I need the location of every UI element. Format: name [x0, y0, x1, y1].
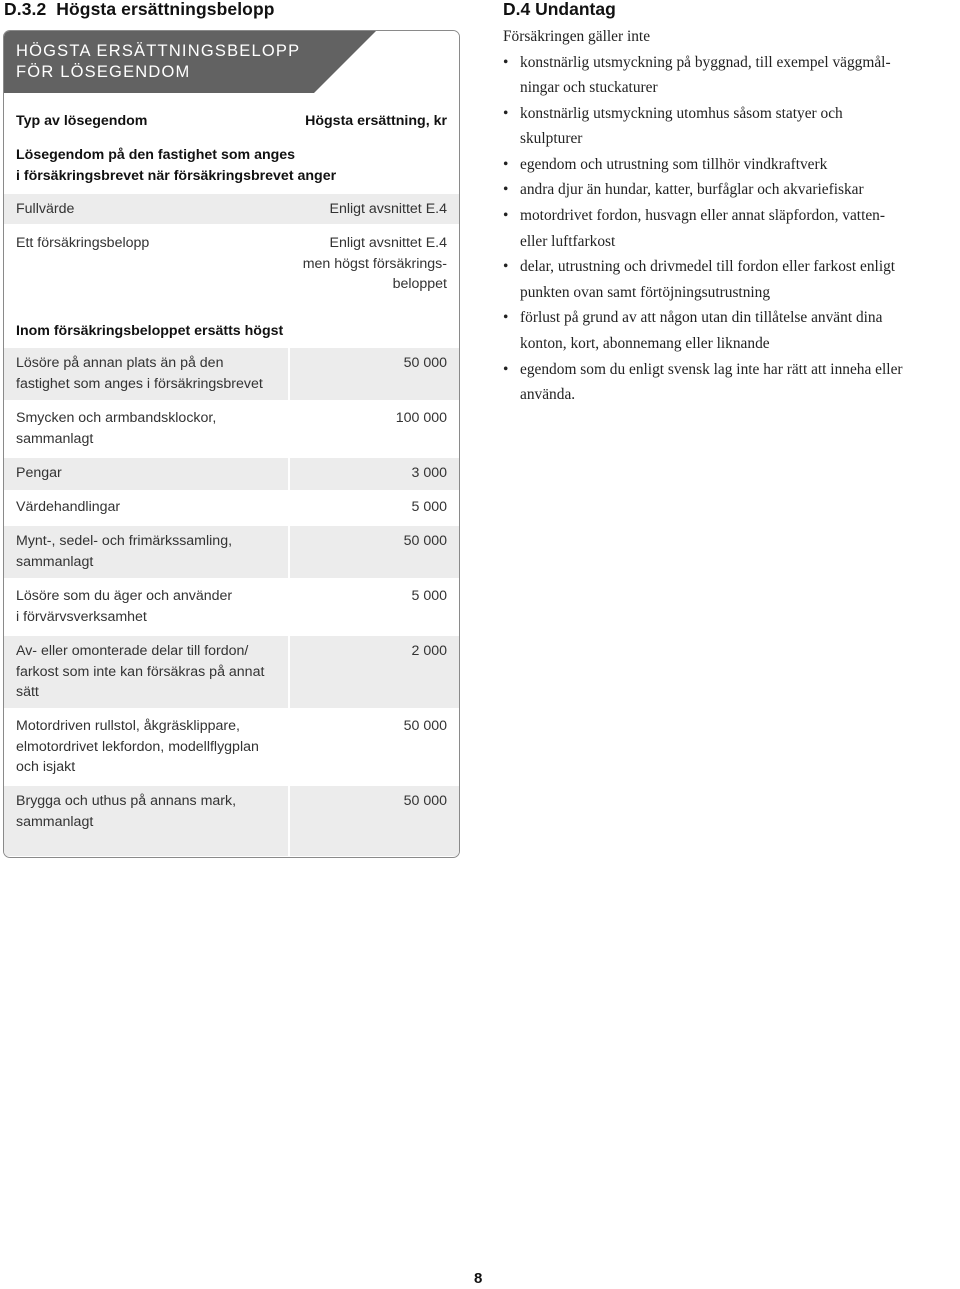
exception-item	[503, 357, 960, 408]
bullet-icon: •	[503, 258, 509, 276]
bullet-icon: •	[503, 155, 509, 173]
row-label	[16, 463, 62, 484]
exception-item-line: eller luftfarkost	[520, 232, 616, 250]
row-label	[16, 199, 74, 220]
row-value	[404, 353, 447, 374]
column-header-type-line: Typ av lösegendom	[16, 113, 148, 129]
table-title	[16, 41, 300, 82]
row-value-line: Enligt avsnittet E.4	[329, 235, 447, 251]
group2-heading	[16, 321, 283, 342]
exception-item-line: motordrivet fordon, husvagn eller annat släpfordon, vatten-	[520, 207, 885, 225]
row-value-line: 100 000	[395, 410, 447, 426]
row-value	[396, 408, 447, 429]
row-label-line: Ett försäkringsbelopp	[16, 235, 150, 251]
table-row	[4, 581, 459, 633]
group2-heading-line: Inom försäkringsbeloppet ersätts högst	[16, 323, 284, 339]
row-label-line: sätt	[16, 684, 39, 700]
row-value	[404, 716, 447, 737]
row-label	[16, 233, 149, 254]
exception-item-line: punkten ovan samt förtöjningsutrustning	[520, 283, 771, 301]
row-label-line: sammanlagt	[16, 813, 94, 830]
row-value	[411, 641, 447, 662]
column-divider	[288, 526, 290, 578]
table-row	[4, 526, 459, 578]
page-number: 8	[474, 1270, 483, 1287]
row-value	[404, 531, 447, 552]
row-value-line: 50 000	[403, 793, 447, 809]
table-title-line1: HÖGSTA ERSÄTTNINGSBELOPP	[16, 42, 301, 60]
column-header-max	[305, 111, 447, 132]
bullet-icon: •	[503, 360, 509, 378]
row-label-line: i förvärvsverksamhet	[16, 608, 147, 625]
row-label	[16, 791, 236, 832]
exception-item	[503, 254, 960, 305]
row-value-line: 3 000	[411, 465, 447, 481]
exception-item	[503, 152, 960, 178]
row-label-line: Värdehandlingar	[16, 499, 121, 515]
column-header-max-line: Högsta ersättning, kr	[305, 113, 447, 129]
exceptions-list	[503, 50, 960, 408]
row-value-line: 50 000	[403, 355, 447, 371]
exception-item	[503, 101, 960, 152]
table-row	[4, 403, 459, 455]
row-value	[411, 586, 447, 607]
table-row	[4, 458, 459, 490]
row-value-line: 50 000	[403, 533, 447, 549]
exception-item-line: konstnärlig utsmyckning på byggnad, till exempel väggmål-	[520, 53, 891, 71]
row-value-line: 2 000	[411, 643, 447, 659]
row-value	[329, 199, 447, 220]
bullet-icon: •	[503, 181, 509, 199]
exception-item-line: använda.	[520, 386, 576, 404]
table-row	[4, 636, 459, 708]
row-value-line: 5 000	[411, 588, 447, 604]
row-label-line: Lösöre på annan plats än på den	[16, 355, 224, 371]
column-header-type	[16, 111, 147, 132]
table-row	[4, 348, 459, 400]
row-label-line: och isjakt	[16, 759, 76, 775]
row-label-line: elmotordrivet lekfordon, modellflygplan	[16, 738, 259, 755]
exception-item	[503, 305, 960, 356]
row-value	[411, 497, 447, 518]
row-value-line: 50 000	[403, 718, 447, 734]
table-column-header	[4, 106, 459, 136]
row-label	[16, 497, 120, 518]
exception-item	[503, 177, 960, 203]
table-row	[4, 492, 459, 524]
row-label-line: fastighet som anges i försäkringsbrevet	[16, 375, 263, 392]
row-label-line: Fullvärde	[16, 201, 75, 217]
row-value	[303, 233, 447, 295]
row-label-line: sammanlagt	[16, 553, 94, 570]
row-label	[16, 353, 263, 394]
exception-item-line: ningar och stuckaturer	[520, 79, 658, 97]
row-label	[16, 531, 232, 572]
exception-item	[503, 50, 960, 101]
column-divider	[288, 348, 290, 400]
row-value	[411, 463, 447, 484]
group-heading	[4, 311, 459, 347]
row-label-line: Av- eller omonterade delar till fordon/	[16, 643, 249, 659]
column-divider	[288, 458, 290, 490]
table-title-line2: FÖR LÖSEGENDOM	[16, 62, 191, 81]
section-title: Högsta ersättningsbelopp	[56, 0, 275, 19]
exception-item-line: förlust på grund av att någon utan din tillåtelse använt dina	[520, 309, 883, 327]
exception-item-line: egendom som du enligt svensk lag inte har rätt att inneha eller	[520, 360, 903, 378]
exception-item	[503, 203, 960, 254]
bullet-icon: •	[503, 104, 509, 122]
row-label	[16, 408, 216, 449]
column-divider	[288, 786, 290, 856]
row-label-line: Lösöre som du äger och använder	[16, 588, 233, 604]
table-row	[4, 228, 459, 300]
column-divider	[288, 636, 290, 708]
bullet-icon: •	[503, 207, 509, 225]
row-label	[16, 641, 264, 703]
row-label-line: farkost som inte kan försäkras på annat	[16, 663, 265, 680]
exception-item-line: delar, utrustning och drivmedel till fordon eller farkost enligt	[520, 258, 896, 276]
row-value-line: 5 000	[411, 499, 447, 515]
exceptions-intro: Försäkringen gäller inte	[503, 28, 651, 45]
table-row	[4, 786, 459, 856]
table-row	[4, 711, 459, 783]
group1-heading	[16, 145, 336, 186]
table-header	[4, 31, 459, 94]
group1-heading-line: i försäkringsbrevet när försäkringsbrevet anger	[16, 167, 337, 184]
row-value	[404, 791, 447, 812]
bullet-icon: •	[503, 53, 509, 71]
exceptions-section	[503, 0, 960, 408]
exception-item-line: skulpturer	[520, 130, 583, 148]
section-heading	[4, 0, 275, 20]
row-label	[16, 716, 259, 778]
exception-item-line: egendom och utrustning som tillhör vindkraftverk	[520, 155, 828, 173]
row-value-line: Enligt avsnittet E.4	[329, 201, 447, 217]
group-heading	[4, 140, 459, 190]
row-label-line: Brygga och uthus på annans mark,	[16, 793, 237, 809]
bullet-icon: •	[503, 309, 509, 327]
compensation-table	[3, 30, 460, 858]
section-number: D.3.2	[4, 0, 47, 19]
row-value-line: beloppet	[392, 276, 447, 292]
row-label-line: sammanlagt	[16, 430, 94, 447]
exception-item-line: konton, kort, abonnemang eller liknande	[520, 335, 770, 353]
exception-item-line: andra djur än hundar, katter, burfåglar och akvariefiskar	[520, 181, 864, 199]
table-row	[4, 194, 459, 224]
group1-heading-line: Lösegendom på den fastighet som anges	[16, 147, 296, 163]
row-label-line: Mynt-, sedel- och frimärkssamling,	[16, 533, 233, 549]
row-label-line: Motordriven rullstol, åkgräsklippare,	[16, 718, 240, 734]
row-label	[16, 586, 232, 627]
row-label-line: Pengar	[16, 465, 62, 481]
exception-item-line: konstnärlig utsmyckning utomhus såsom statyer och	[520, 104, 843, 122]
exceptions-heading: D.4 Undantag	[503, 0, 616, 19]
row-label-line: Smycken och armbandsklockor,	[16, 410, 217, 426]
row-value-line: men högst försäkrings-	[302, 255, 447, 272]
